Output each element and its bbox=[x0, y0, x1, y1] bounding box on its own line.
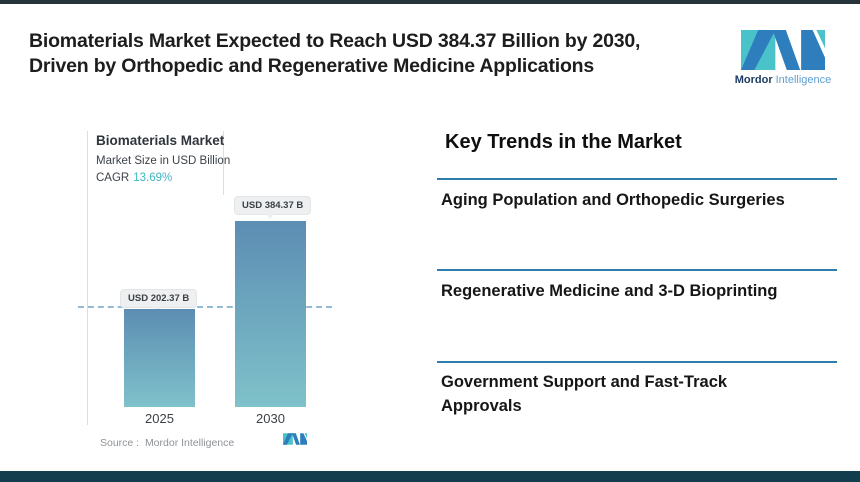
trends-heading: Key Trends in the Market bbox=[445, 131, 682, 153]
bar-2025 bbox=[124, 309, 195, 407]
trend-item-3: Government Support and Fast-Track Approvals bbox=[441, 373, 728, 415]
bottom-edge-bar bbox=[0, 471, 860, 482]
value-label-2025: USD 202.37 B bbox=[120, 289, 197, 308]
mordor-logo bbox=[727, 29, 839, 86]
top-edge-bar bbox=[0, 0, 860, 4]
chart-frame-line-left bbox=[87, 131, 88, 425]
mordor-logo-icon bbox=[741, 29, 825, 71]
bar-2030 bbox=[235, 221, 306, 407]
mordor-logo-icon-small bbox=[283, 433, 307, 445]
value-label-2030: USD 384.37 B bbox=[234, 196, 311, 215]
chart-source: Source : Mordor Intelligence bbox=[100, 437, 235, 449]
cagr-label: CAGR bbox=[96, 172, 130, 184]
page-title-line-2: Driven by Orthopedic and Regenerative Medicine Applications bbox=[29, 55, 595, 77]
page-title-line-1: Biomaterials Market Expected to Reach USD 384.37 Billion by 2030, bbox=[29, 30, 641, 52]
trend-item-2: Regenerative Medicine and 3-D Bioprinting bbox=[441, 282, 778, 300]
trend-divider-1 bbox=[437, 178, 837, 180]
trend-divider-2 bbox=[437, 269, 837, 271]
brand-name-bold: Mordor bbox=[734, 74, 773, 86]
x-axis-label-2025: 2025 bbox=[145, 411, 174, 426]
page-title bbox=[29, 29, 640, 79]
value-label-2030-pointer bbox=[265, 213, 275, 219]
x-axis-label-2030: 2030 bbox=[256, 411, 285, 426]
chart-cagr-row bbox=[96, 172, 172, 184]
brand-name-light: Intelligence bbox=[775, 74, 832, 86]
mordor-logo-wordmark bbox=[727, 74, 839, 86]
trend-divider-3 bbox=[437, 361, 837, 363]
trend-item-1: Aging Population and Orthopedic Surgeries bbox=[441, 191, 785, 209]
chart-title: Biomaterials Market bbox=[96, 133, 225, 148]
chart-subtitle: Market Size in USD Billion bbox=[96, 155, 231, 167]
cagr-value: 13.69% bbox=[133, 172, 173, 184]
